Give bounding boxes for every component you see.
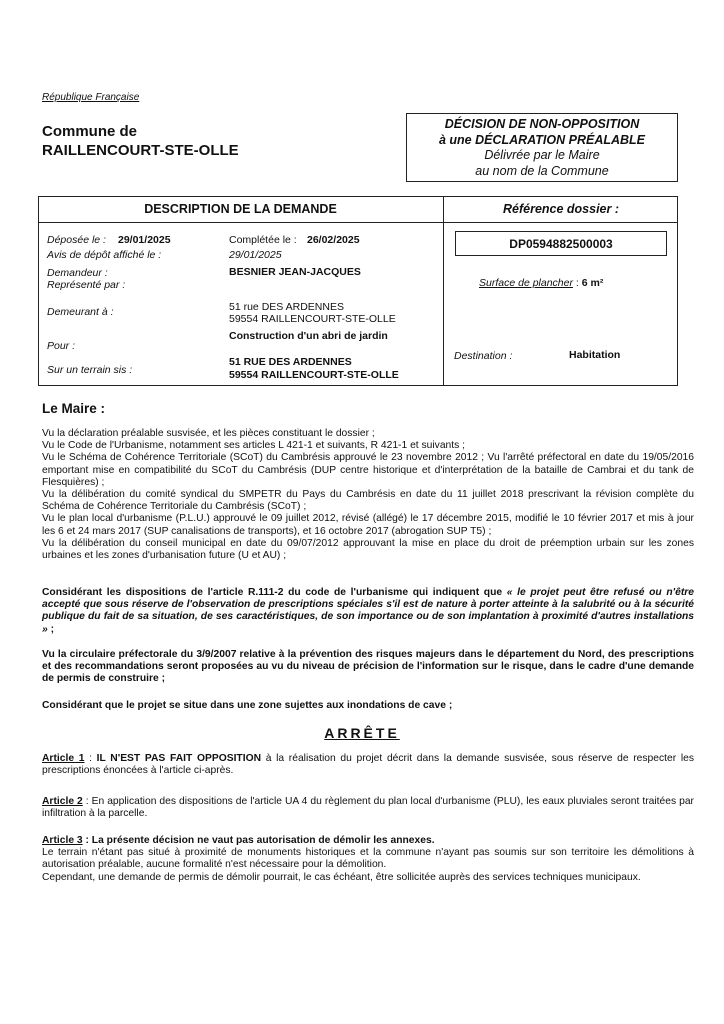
reference-box (455, 231, 667, 256)
commune-line1: Commune de (42, 123, 138, 140)
vu-list (42, 428, 694, 562)
circulaire-prefectorale: Vu la circulaire préfectorale du 3/9/2007 relative à la prévention des risques majeurs dans le département du Nord, des prescriptions et des recommandations seront proposées au vu du niveau de précision de l'information sur le risque, dans le cadre d'une demande de permis de construire ; (42, 649, 694, 685)
article-3-label: Article 3 (42, 835, 83, 846)
demeurant-line1: 51 rue DES ARDENNES (229, 301, 344, 313)
deposee-label: Déposée le : (47, 234, 106, 246)
republique-francaise: République Française (42, 92, 140, 103)
decision-delivered: Délivrée par le Maire (484, 148, 600, 162)
considerant-inondations: Considérant que le projet se situe dans une zone sujettes aux inondations de cave ; (42, 700, 453, 711)
surface-sep: : (572, 277, 582, 289)
demandeur-value: BESNIER JEAN-JACQUES (229, 266, 361, 278)
terrain-label: Sur un terrain sis : (47, 364, 133, 376)
deposee-value: 29/01/2025 (118, 234, 171, 246)
vu-item: Vu le plan local d'urbanisme (P.L.U.) approuvé le 09 juillet 2012, révisé (allégé) le 17 décembre 2015, modifié le 10 février 2017 et mis à jour les 6 et 24 mars 2017 (SUP canalisations de transports), et 16 octobre 2017 (abrogation SUP T5) ; (42, 513, 694, 537)
terrain-line2: 59554 RAILLENCOURT-STE-OLLE (229, 369, 399, 381)
demeurant-label: Demeurant à : (47, 306, 114, 318)
article-1 (42, 753, 694, 777)
article-2 (42, 796, 694, 820)
article-3-paragraph-2: Cependant, une demande de permis de démolir pourrait, le cas échéant, être sollicitée auprès des services techniques municipaux. (42, 871, 641, 883)
terrain-line1: 51 RUE DES ARDENNES (229, 356, 352, 368)
article-3-bold: : La présente décision ne vaut pas autorisation de démolir les annexes. (82, 835, 435, 846)
decision-subtitle: à une DÉCLARATION PRÉALABLE (438, 132, 646, 147)
article-1-bold: IL N'EST PAS FAIT OPPOSITION (96, 753, 262, 764)
article-1-text: à la réalisation du projet décrit dans la demande susvisée, sous réserve de respecter les prescriptions énoncées à l'article ci-après. (42, 753, 694, 777)
represente-label: Représenté par : (47, 279, 126, 291)
completee-label: Complétée le : (229, 234, 297, 246)
destination-value: Habitation (569, 349, 621, 361)
considerant-intro: Considérant les dispositions de l'article R.111-2 du code de l'urbanisme qui indiquent que (42, 587, 503, 598)
destination-label: Destination : (454, 350, 513, 362)
arrete-heading: ARRÊTE (324, 725, 400, 741)
avis-value: 29/01/2025 (229, 249, 282, 261)
article-2-label: Article 2 (42, 796, 83, 807)
surface-value: 6 m² (581, 277, 604, 289)
completee-value: 26/02/2025 (307, 234, 360, 246)
pour-value: Construction d'un abri de jardin (229, 330, 388, 342)
pour-label: Pour : (47, 340, 76, 352)
vu-item: Vu le Code de l'Urbanisme, notamment ses articles L 421-1 et suivants, R 421-1 et suivants ; (42, 440, 466, 452)
vu-item: Vu le Schéma de Cohérence Territoriale (SCoT) du Cambrésis approuvé le 23 novembre 2012 ; Vu l'arrêté préfectoral en date du 19/05/2016 emportant mise en compatibilité du SCoT du Cambrésis (DUP centre historique et d'interprétation de la bataille de Cambrai et du tank de Flesquières) ; (42, 452, 694, 488)
surface-line (479, 277, 603, 289)
decision-authority: au nom de la Commune (475, 163, 609, 178)
considerant-quote: « le projet peut être refusé ou n'être accepté que sous réserve de l'observation de prescriptions spéciales s'il est de nature à porter atteinte à la salubrité ou à la sécurité publique du fait de sa situation, de ses caractéristiques, de son importance ou de son implantation à proximité d'autres installations » (42, 587, 694, 635)
article-1-sep: : (84, 753, 97, 764)
vu-item: Vu la délibération du comité syndical du SMPETR du Pays du Cambrésis en date du 11 juillet 2018 prescrivant la révision complète du Schéma de Cohérence Territoriale du Cambrésis (SCoT) ; (42, 489, 694, 513)
le-maire-heading: Le Maire : (42, 401, 106, 416)
reference-number: DP0594882500003 (509, 236, 613, 251)
frame-divider (443, 222, 444, 385)
commune-name (42, 122, 239, 160)
commune-line2: RAILLENCOURT-STE-OLLE (42, 142, 239, 159)
surface-label: Surface de plancher (479, 277, 573, 289)
considerant-end: ; (47, 623, 55, 635)
considerant-r111-2 (42, 587, 694, 636)
demandeur-label: Demandeur : (47, 267, 108, 279)
avis-label: Avis de dépôt affiché le : (47, 249, 162, 261)
vu-item: Vu la délibération du conseil municipal en date du 09/07/2012 approuvant la mise en place du droit de préemption urbain sur les zones urbaines et les zones d'urbanisation future (U et AU) ; (42, 537, 694, 562)
vu-item: Vu la déclaration préalable susvisée, et les pièces constituant le dossier ; (42, 428, 375, 439)
decision-title: DÉCISION DE NON-OPPOSITION (444, 117, 640, 131)
article-2-text: : En application des dispositions de l'article UA 4 du règlement du plan local d'urbanisme (PLU), les eaux pluviales seront traitées par infiltration à la parcelle. (42, 796, 694, 820)
article-3 (42, 835, 694, 884)
demande-title: DESCRIPTION DE LA DEMANDE (38, 196, 444, 223)
article-1-label: Article 1 (42, 753, 85, 764)
dossier-title: Référence dossier : (444, 196, 678, 223)
decision-box (406, 113, 678, 182)
demeurant-line2: 59554 RAILLENCOURT-STE-OLLE (229, 313, 396, 325)
article-3-paragraph-1: Le terrain n'étant pas situé à proximité de monuments historiques et la commune n'ayant pas soumis sur son territoire les démolitions à autorisation préalable, aucune formalité n'est nécessaire pour la démolition. (42, 847, 694, 871)
